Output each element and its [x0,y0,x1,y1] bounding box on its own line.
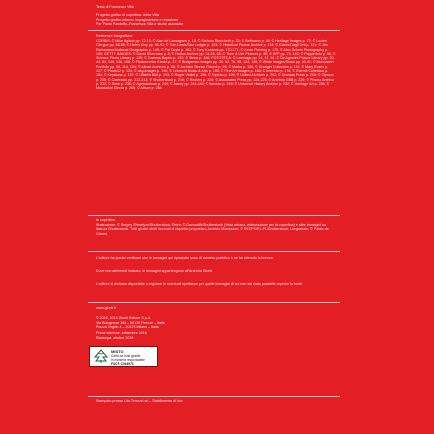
divider [88,215,340,216]
credits-line: Progetto grafico interno: impaginazione e redazione [96,17,179,22]
publisher-line: Prima edizione: settembre 2015 [96,331,147,335]
note-item: L'editore ha potuto verificare che le immagini qui riprodotte sono di dominio pubblico o ne ha ottenuto la licenza. [96,256,274,260]
divider [88,251,340,252]
note-item: Dove non altrimenti indicato, le immagini appartengono all'Archivio Giunti. [96,269,214,273]
publisher-line: Via Bolognese 165 – 50139 Firenze – Italia [96,320,165,325]
cover-credits-body: Illustrazione: © Sergey Shmelyov/Shutterstock; Retro: © DavoodiA/Shutterstock (Vista urbana, elaborazione per la copertina) e altre immagini su licenza Shutterstock. Tutti gli altri diritti riservati ai rispettivi proprietari; Archivio Mondadori; © REDPIXEL.PL/Shutterstock; Loegraham; © Palais de Glaces. [96,223,330,236]
divider [88,396,340,397]
fsc-code: FSC® C016973 [111,362,134,366]
printer-line: Stampato presso Lito Terrazzi srl – Stabilimento di Iolo [96,399,183,403]
fsc-line: Carta da fonti gestite [111,354,141,358]
fsc-label-box [89,346,158,367]
photo-credits-title: Referenze fotografiche [96,34,133,38]
divider [88,302,340,303]
kicker: Testo di Francesco Villa [96,5,134,9]
divider [88,30,340,31]
fsc-label-text [111,350,155,364]
credits-line: Per Paola Pandolfo–Francesca Villa e studio associato [96,22,184,26]
credits-line: Progetto grafico di copertina: Adria Villa [96,13,159,17]
fsc-brand: MISTO [111,349,124,354]
fsc-line: in maniera responsabile [111,358,145,362]
photo-credits-body: CORBIS: © Mike Agliolo pp. 12-13; © Alan de Lassagnes p. 18; © Stefano Bianchetti p. 33; © Bettmann p. 46; © Heritage Images p. 72; © Lucien Clergue pp. 88-89; © Helen Kiny pp. 90-91; © Tom Lewis/Star Ledger p. 103; © Historical Picture Archive p. 118; © Gianni Dagli Orti p. 121; © Jim Richardson/National Geographic p. 140; © Pat Doyle p. 162; © Tony Kurdzuk pp. 170-171; © Kevin Fleming p. 175; © Alan Schein Photography p. 190; GETTY IMAGES: © David Silverman p. 8; © Hulton Archive pp. 24-25, 66; © Time & Life Pictures p. 55; © AFP pp. 79, 143; © Popperfoto p. 96; © Science Photo Library p. 130; © Gamma-Rapho p. 152; © Stone p. 166; FOTOTECA: © Leemage pp. 14, 37, 61; © De Agostini Picture Library pp. 20, 44, 84, 109, 136, 158; © Photoservice Electa p. 27; © Bridgeman Images pp. 30, 52, 76, 98, 124, 149; © White Images/Scala pp. 40-41; © Mondadori Portfolio pp. 58, 114, 184; © Alinari Archives p. 68; © Archivio Storico Ricordi p. 93; © Marka p. 100; © Granger Collection p. 112; © Mary Evans p. 127; © Photo12 p. 134; © akg-images p. 145; © Lebrecht Music & Arts p. 156; © Fine Art Images p. 168; © Interfoto p. 178; © Everett Collection p. 181; © Keystone p. 187; © Ullstein Bild p. 193; © Roger Viollet p. 196; © Topfoto p. 199; © United Archives p. 202; © Granata Press p. 205; © Olycom p. 208; © Contrasto pp. 212-213; © Shutterstock p. 216; © Reuters p. 220; © Associated Press pp. 224-225; © Archivio GBB p. 229; © Prisma Archivo p. 232; © Sime p. 236; © Agefotostock p. 240; © Alamy pp. 244-245; © Iberfoto p. 249; © Universal History Archive p. 252; © Heritage Art p. 256; © Mondadori Electa p. 260; © Album p. 264. [96,39,337,91]
note-item: L'editore si dichiara disponibile a regolare le eventuali spettanze per quelle immagini di cui non sia stato possibile reperire la fonte. [96,282,303,286]
website-link[interactable]: www.giunti.it [96,306,116,310]
fsc-tree-logo-icon [92,349,110,364]
publisher-line: © 2015, 2018 Giunti Editore S.p.A. [96,316,152,320]
publisher-line: Ristampa: ottobre 2018 [96,335,134,340]
cover-credits-title: In copertina [96,218,115,222]
publisher-line: Piazza Virgilio 4 – 20123 Milano – Italia [96,325,159,329]
